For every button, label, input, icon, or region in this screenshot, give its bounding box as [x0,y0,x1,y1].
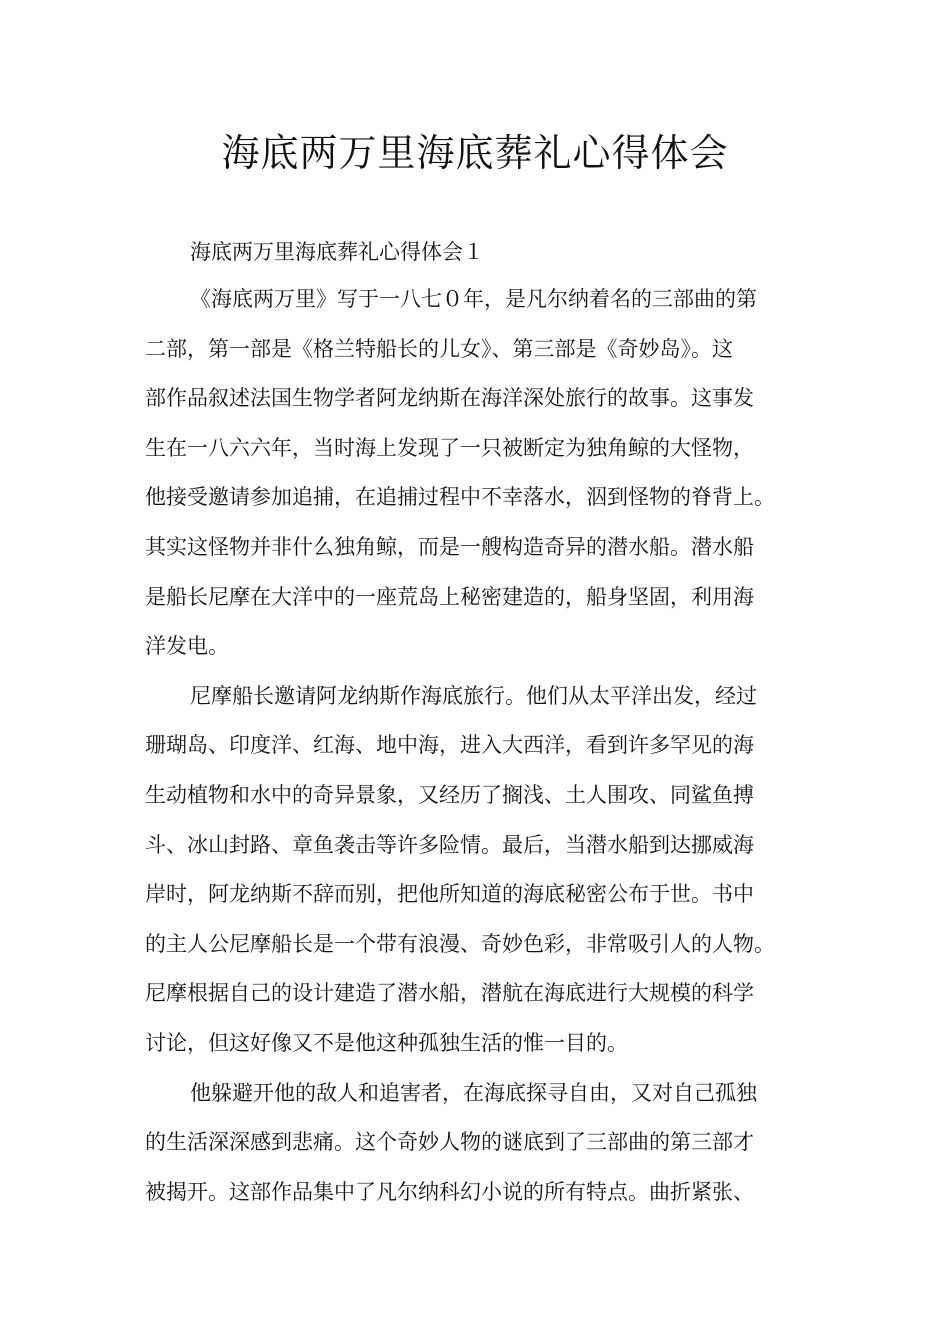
paragraph-line: 的生活深深感到悲痛。这个奇妙人物的谜底到了三部曲的第三部才 [145,1130,754,1155]
paragraph-line: 其实这怪物并非什么独角鲸，而是一艘构造奇异的潜水船。潜水船 [145,534,754,559]
body-text [145,283,825,1225]
paragraph-line: 斗、冰山封路、章鱼袭击等许多险情。最后，当潜水船到达挪威海 [145,832,754,857]
paragraph-line: 尼摩根据自己的设计建造了潜水船，潜航在海底进行大规模的科学 [145,981,754,1006]
paragraph-line: 部作品叙述法国生物学者阿龙纳斯在海洋深处旅行的故事。这事发 [145,386,754,411]
paragraph-line: 他躲避开他的敌人和追害者，在海底探寻自由，又对自己孤独 [190,1080,757,1105]
paragraph-line: 他接受邀请参加追捕，在追捕过程中不幸落水，泅到怪物的脊背上。 [145,485,775,510]
paragraph-line: 洋发电。 [145,634,229,659]
paragraph-line: 讨论，但这好像又不是他这种孤独生活的惟一目的。 [145,1030,628,1055]
section-heading: 海底两万里海底葬礼心得体会１ [190,240,484,264]
document-title: 海底两万里海底葬礼心得体会 [221,131,729,175]
paragraph-line: 《海底两万里》写于一八七０年，是凡尔纳着名的三部曲的第 [190,287,757,311]
paragraph-line: 珊瑚岛、印度洋、红海、地中海，进入大西洋，看到许多罕见的海 [145,733,754,758]
paragraph-line: 生动植物和水中的奇异景象，又经历了搁浅、土人围攻、同鲨鱼搏 [145,782,754,807]
paragraph-line: 二部，第一部是《格兰特船长的儿女》、第三部是《奇妙岛》。这 [145,336,733,361]
paragraph-line: 生在一八六六年，当时海上发现了一只被断定为独角鲸的大怪物， [145,435,754,460]
paragraph-line: 尼摩船长邀请阿龙纳斯作海底旅行。他们从太平洋出发，经过 [190,683,757,708]
paragraph-line: 被揭开。这部作品集中了凡尔纳科幻小说的所有特点。曲折紧张、 [145,1179,754,1204]
paragraph-line: 的主人公尼摩船长是一个带有浪漫、奇妙色彩，非常吸引人的人物。 [145,931,775,956]
paragraph-line: 岸时，阿龙纳斯不辞而别，把他所知道的海底秘密公布于世。书中 [145,882,754,907]
paragraph-line: 是船长尼摩在大洋中的一座荒岛上秘密建造的，船身坚固，利用海 [145,584,754,609]
